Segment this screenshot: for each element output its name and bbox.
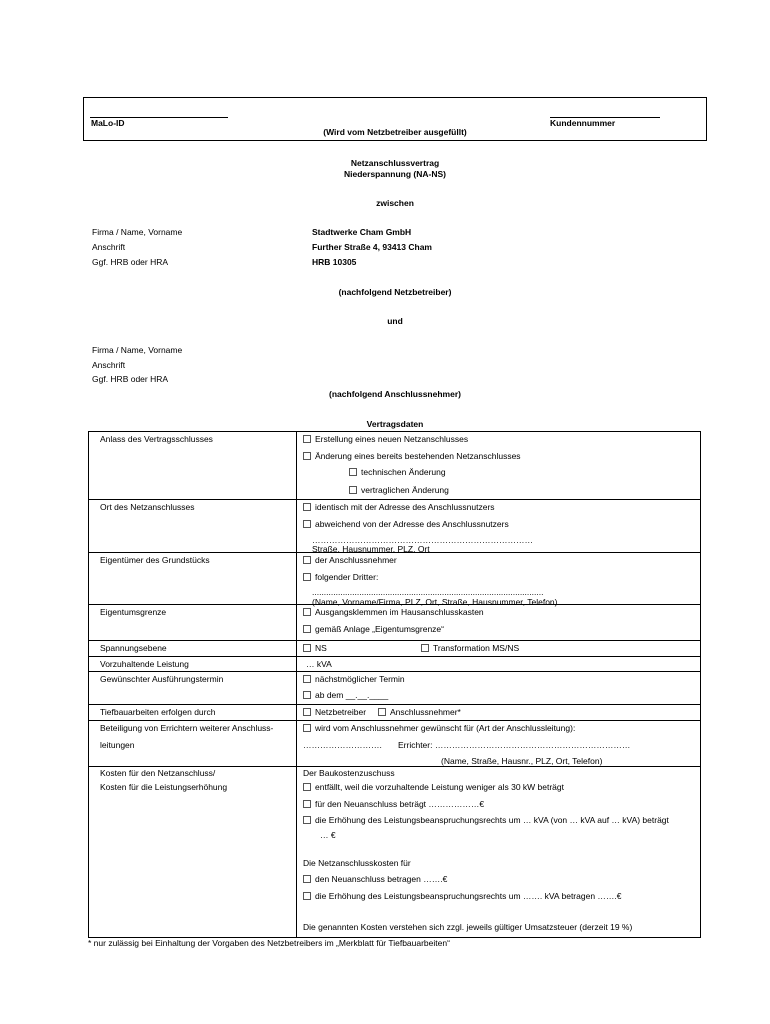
ort-address-field[interactable]: …………………………………………………………………… — [312, 535, 533, 545]
leistung-value[interactable]: … kVA — [306, 659, 332, 669]
checkbox-icon[interactable] — [303, 783, 311, 791]
tiefbau-option-operator[interactable]: Netzbetreiber — [303, 707, 366, 717]
checkbox-icon[interactable] — [303, 724, 311, 732]
party2-name-label: Firma / Name, Vorname — [92, 345, 183, 355]
kosten-option-none[interactable]: entfällt, weil die vorzuhaltende Leistung weniger als 30 kW beträgt — [303, 782, 564, 792]
kosten-increase-amount[interactable]: … € — [320, 830, 336, 840]
beteiligung-label-2: leitungen — [100, 740, 135, 750]
row-separator — [88, 671, 700, 672]
termin-option-date[interactable]: ab dem __.__.____ — [303, 690, 388, 700]
checkbox-icon[interactable] — [421, 644, 429, 652]
eigentuemer-caption: (Name, Vorname/Firma, PLZ, Ort, Straße, Hausnummer, Telefon) — [312, 597, 558, 607]
and-word: und — [387, 316, 403, 326]
checkbox-icon[interactable] — [303, 608, 311, 616]
party2-role: (nachfolgend Anschlussnehmer) — [329, 389, 461, 399]
party2-address-label: Anschrift — [92, 360, 126, 370]
party1-name: Stadtwerke Cham GmbH — [312, 227, 412, 237]
grenze-option-annex[interactable]: gemäß Anlage „Eigentumsgrenze“ — [303, 624, 444, 634]
checkbox-icon[interactable] — [349, 486, 357, 494]
row-separator — [88, 720, 700, 721]
beteiligung-caption: (Name, Straße, Hausnr., PLZ, Ort, Telefon) — [441, 756, 603, 766]
checkbox-icon[interactable] — [303, 625, 311, 633]
tiefbau-label: Tiefbauarbeiten erfolgen durch — [100, 707, 216, 717]
contract-data-heading: Vertragsdaten — [366, 419, 424, 429]
eigentuemer-label: Eigentümer des Grundstücks — [100, 555, 210, 565]
kosten-label-1: Kosten für den Netzanschluss/ — [100, 768, 216, 778]
checkbox-icon[interactable] — [303, 452, 311, 460]
anlass-option-new[interactable]: Erstellung eines neuen Netzanschlusses — [303, 434, 468, 444]
kosten-option-new[interactable]: für den Neuanschluss beträgt ………………€ — [303, 799, 484, 809]
kosten-bkz-heading: Der Baukostenzuschuss — [303, 768, 395, 778]
checkbox-icon[interactable] — [303, 573, 311, 581]
checkbox-icon[interactable] — [303, 503, 311, 511]
ort-option-identical[interactable]: identisch mit der Adresse des Anschlussnutzers — [303, 502, 495, 512]
checkbox-icon[interactable] — [303, 708, 311, 716]
contract-title: Netzanschlussvertrag — [350, 158, 440, 168]
checkbox-icon[interactable] — [303, 875, 311, 883]
checkbox-icon[interactable] — [303, 435, 311, 443]
footnote: * nur zulässig bei Einhaltung der Vorgaben des Netzbetreibers im „Merkblatt für Tiefbauarbeiten“ — [88, 938, 450, 948]
eigentuemer-option-self[interactable]: der Anschlussnehmer — [303, 555, 397, 565]
party1-name-label: Firma / Name, Vorname — [92, 227, 183, 237]
beteiligung-label-1: Beteiligung von Errichtern weiterer Anschluss- — [100, 723, 274, 733]
party1-hrb-label: Ggf. HRB oder HRA — [92, 257, 169, 267]
grenze-option-terminals[interactable]: Ausgangsklemmen im Hausanschlusskasten — [303, 607, 484, 617]
contract-subtitle: Niederspannung (NA-NS) — [344, 169, 446, 179]
checkbox-icon[interactable] — [303, 892, 311, 900]
ort-label: Ort des Netzanschlusses — [100, 502, 195, 512]
party1-hrb: HRB 10305 — [312, 257, 357, 267]
row-separator — [88, 499, 700, 500]
checkbox-icon[interactable] — [349, 468, 357, 476]
termin-option-asap[interactable]: nächstmöglicher Termin — [303, 674, 405, 684]
kosten-option-na-new[interactable]: den Neuanschluss betragen …….€ — [303, 874, 447, 884]
party1-address: Further Straße 4, 93413 Cham — [312, 242, 432, 252]
beteiligung-type-field[interactable]: ………………………. — [303, 740, 382, 750]
kosten-label-2: Kosten für die Leistungserhöhung — [100, 782, 228, 792]
ort-caption: Straße, Hausnummer, PLZ, Ort — [312, 544, 430, 554]
spannung-label: Spannungsebene — [100, 643, 167, 653]
spannung-option-ns[interactable]: NS — [303, 643, 327, 653]
anlass-label: Anlass des Vertragsschlusses — [100, 434, 213, 444]
row-separator — [88, 704, 700, 705]
spannung-option-trafo[interactable]: Transformation MS/NS — [421, 643, 519, 653]
anlass-sub-contractual[interactable]: vertraglichen Änderung — [349, 485, 449, 495]
kosten-option-na-increase[interactable]: die Erhöhung des Leistungsbeanspruchungsrechts um ……. kVA betragen …….€ — [303, 891, 622, 901]
kosten-na-heading: Die Netzanschlusskosten für — [303, 858, 411, 868]
kosten-option-increase[interactable]: die Erhöhung des Leistungsbeanspruchungsrechts um … kVA (von … kVA auf … kVA) beträgt — [303, 815, 669, 825]
table-divider — [296, 431, 297, 938]
checkbox-icon[interactable] — [303, 644, 311, 652]
leistung-label: Vorzuhaltende Leistung — [100, 659, 189, 669]
eigentuemer-option-third[interactable]: folgender Dritter: — [303, 572, 378, 582]
kosten-vat-note: Die genannten Kosten verstehen sich zzgl. jeweils gültiger Umsatzsteuer (derzeit 19 %) — [303, 922, 633, 932]
beteiligung-errichter-field[interactable]: Errichter: …………………………………………………………… — [398, 740, 631, 750]
malo-label: MaLo-ID — [91, 118, 125, 128]
beteiligung-option[interactable]: wird vom Anschlussnehmer gewünscht für (Art der Anschlussleitung): — [303, 723, 575, 733]
row-separator — [88, 766, 700, 767]
tiefbau-option-customer[interactable]: Anschlussnehmer* — [378, 707, 461, 717]
checkbox-icon[interactable] — [303, 816, 311, 824]
anlass-option-change[interactable]: Änderung eines bereits bestehenden Netzanschlusses — [303, 451, 521, 461]
party1-address-label: Anschrift — [92, 242, 126, 252]
anlass-sub-technical[interactable]: technischen Änderung — [349, 467, 446, 477]
checkbox-icon[interactable] — [303, 691, 311, 699]
checkbox-icon[interactable] — [378, 708, 386, 716]
header-note: (Wird vom Netzbetreiber ausgefüllt) — [323, 127, 467, 137]
party2-hrb-label: Ggf. HRB oder HRA — [92, 374, 169, 384]
checkbox-icon[interactable] — [303, 556, 311, 564]
checkbox-icon[interactable] — [303, 520, 311, 528]
checkbox-icon[interactable] — [303, 800, 311, 808]
eigentuemer-field[interactable]: .................................................................................................. — [312, 587, 544, 597]
checkbox-icon[interactable] — [303, 675, 311, 683]
grenze-label: Eigentumsgrenze — [100, 607, 167, 617]
row-separator — [88, 656, 700, 657]
termin-label: Gewünschter Ausführungstermin — [100, 674, 224, 684]
ort-option-different[interactable]: abweichend von der Adresse des Anschlussnutzers — [303, 519, 509, 529]
party1-role: (nachfolgend Netzbetreiber) — [338, 287, 452, 297]
between-word: zwischen — [376, 198, 414, 208]
kunden-label: Kundennummer — [550, 118, 616, 128]
row-separator — [88, 640, 700, 641]
